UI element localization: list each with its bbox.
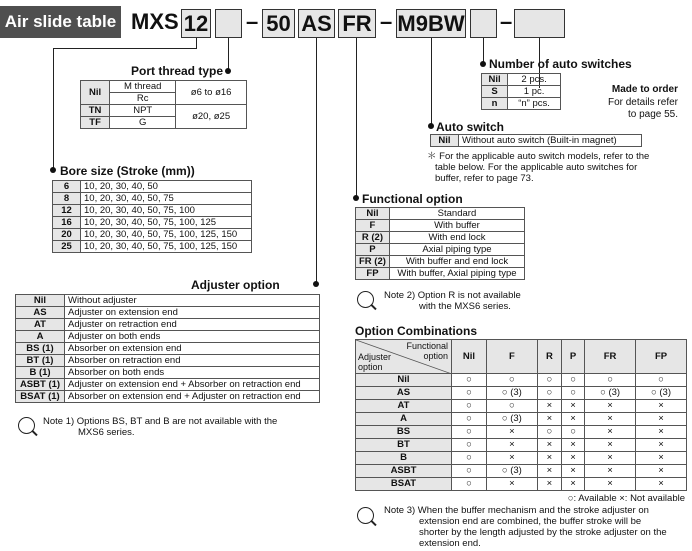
stroke-code: 50 [262,9,295,38]
table-cell [356,268,525,280]
bore-code: 12 [181,9,211,38]
connector [316,38,317,284]
combo-row: B [356,452,452,465]
table-cell: ○ (3) [486,465,537,478]
functional-desc: With buffer [389,220,524,232]
combo-row: BSAT [356,478,452,491]
table-cell: ○ [537,426,561,439]
count-desc: “n” pcs. [508,98,561,110]
table-cell [356,340,687,374]
table-cell [16,355,320,367]
table-cell: ○ [562,374,585,387]
table-cell: ○ [452,374,487,387]
section-tag: Air slide table [0,6,121,38]
table-cell [53,205,252,217]
functional-code: Nil [356,208,390,220]
table-cell [356,220,525,232]
combo-row: BS [356,426,452,439]
functional-code: FR [338,9,376,38]
port-bore: ø20, ø25 [176,105,247,129]
note-line: MXS6 series. [78,427,135,438]
corner-label: Adjuster [358,352,392,362]
table-cell: × [486,439,537,452]
note-line: shorter by the length adjusted by the stroke adjuster on the [419,527,667,538]
combo-row: ASBT [356,465,452,478]
table-cell [53,241,252,253]
table-cell [356,232,525,244]
magnifier-icon [18,417,35,434]
table-cell: × [537,439,561,452]
table-cell: ○ [562,387,585,400]
table-cell: × [585,478,636,491]
table-cell [81,81,247,93]
port-code: TF [81,117,110,129]
adjuster-desc: Adjuster on extension end + Absorber on retraction end [65,379,320,391]
table-cell [356,426,687,439]
functional-code: FR (2) [356,256,390,268]
count-desc: 1 pc. [508,86,561,98]
table-cell: × [585,452,636,465]
bore-table [52,180,252,253]
combo-table [355,339,687,491]
table-cell: ○ [452,465,487,478]
table-cell [16,295,320,307]
table-cell [53,181,252,193]
stroke-list: 10, 20, 30, 40, 50, 75, 100, 125, 150 [81,241,252,253]
table-cell: × [636,400,687,413]
adjuster-desc: Absorber on retraction end [65,355,320,367]
adjuster-code: Nil [16,295,65,307]
table-cell [482,86,561,98]
functional-desc: Axial piping type [389,244,524,256]
dot [428,123,434,129]
table-cell: ○ [636,374,687,387]
table-cell: × [636,465,687,478]
table-cell [482,74,561,86]
table-cell [356,244,525,256]
table-cell [431,135,642,147]
table-cell [356,208,525,220]
combo-col: F [486,340,537,374]
port-bore: ø6 to ø16 [176,81,247,105]
bore-code: 8 [53,193,81,205]
table-cell: ○ [486,374,537,387]
table-cell: × [636,426,687,439]
combo-col: R [537,340,561,374]
table-cell: ○ [585,374,636,387]
made-to-order [608,84,678,122]
dot [313,281,319,287]
table-cell [356,439,687,452]
table-cell: ○ (3) [486,413,537,426]
corner-label: option [358,362,383,372]
count-code: n [482,98,508,110]
table-cell: × [585,400,636,413]
port-code: TN [81,105,110,117]
table-cell [16,379,320,391]
connector [228,38,229,71]
combo-col: Nil [452,340,487,374]
autoswitch-table [430,134,642,147]
combo-legend: ○: Available ×: Not available [567,493,685,504]
adjuster-desc: Adjuster on both ends [65,331,320,343]
adjuster-code: AS [298,9,335,38]
dot [50,167,56,173]
table-cell: × [486,452,537,465]
table-cell: ○ [452,387,487,400]
table-cell: ○ (3) [486,387,537,400]
combo-corner [356,340,452,374]
note-line: extension end are combined, the buffer stroke will be [419,516,642,527]
table-cell: × [562,400,585,413]
table-cell: ○ [452,478,487,491]
table-cell [16,391,320,403]
combo-title: Option Combinations [355,324,477,338]
note-line: Note 1) Options BS, BT and B are not available with the [43,416,278,427]
port-thread: G [110,117,176,129]
bore-code: 20 [53,229,81,241]
table-cell: × [537,465,561,478]
connector [431,38,432,127]
connector [356,38,357,199]
adjuster-code: AS [16,307,65,319]
functional-code: R (2) [356,232,390,244]
table-cell: × [537,413,561,426]
dot [353,195,359,201]
table-cell: × [562,452,585,465]
adjuster-desc: Absorber on both ends [65,367,320,379]
table-cell: × [636,413,687,426]
stroke-list: 10, 20, 30, 40, 50, 75 [81,193,252,205]
adjuster-code: B (1) [16,367,65,379]
table-cell [356,478,687,491]
combo-row: BT [356,439,452,452]
table-cell [356,465,687,478]
stroke-list: 10, 20, 30, 40, 50, 75, 100 [81,205,252,217]
port-code: Nil [81,81,110,105]
corner-label: Functional [406,341,448,351]
table-cell: × [585,426,636,439]
adjuster-code: BT (1) [16,355,65,367]
autoswitch-title: Auto switch [436,120,504,134]
table-cell: ○ (3) [585,387,636,400]
count-code: S [482,86,508,98]
table-cell: ○ [452,452,487,465]
table-cell [16,331,320,343]
table-cell: × [585,413,636,426]
table-cell [356,452,687,465]
table-cell: × [537,478,561,491]
functional-note [384,290,521,312]
table-cell: ○ (3) [636,387,687,400]
functional-table [355,207,525,280]
combo-row: AS [356,387,452,400]
functional-code: FP [356,268,390,280]
table-cell: × [486,426,537,439]
mto-line: to page 55. [627,109,678,120]
note-line: buffer, refer to page 73. [435,173,534,184]
functional-desc: With buffer and end lock [389,256,524,268]
note-line: table below. For the applicable auto switches for [435,162,638,173]
made-to-order-box [514,9,565,38]
table-cell: × [537,400,561,413]
stroke-list: 10, 20, 30, 40, 50, 75, 100, 125, 150 [81,229,252,241]
connector [53,48,54,170]
table-cell: × [562,465,585,478]
note-line: with the MXS6 series. [419,301,511,312]
combo-row: AT [356,400,452,413]
table-cell [16,343,320,355]
switch-code: M9BW [397,11,465,36]
table-cell [53,193,252,205]
combo-row: A [356,413,452,426]
port-table [80,80,247,129]
adjuster-desc: Adjuster on extension end [65,307,320,319]
combo-row: Nil [356,374,452,387]
table-cell: × [486,478,537,491]
connector [53,48,197,49]
table-cell [16,307,320,319]
table-cell: × [636,478,687,491]
table-cell [356,374,687,387]
adjuster-desc: Without adjuster [65,295,320,307]
port-thread: M thread [110,81,176,93]
stroke-list: 10, 20, 30, 40, 50, 75, 100, 125 [81,217,252,229]
dash: – [380,9,393,34]
table-cell: × [537,452,561,465]
functional-desc: With buffer, Axial piping type [389,268,524,280]
table-cell: ○ [452,400,487,413]
table-cell [53,229,252,241]
table-cell [356,387,687,400]
port-title: Port thread type [131,64,224,78]
autoswitch-desc: Without auto switch (Built-in magnet) [459,135,642,147]
stroke-list: 10, 20, 30, 40, 50 [81,181,252,193]
mto-line: For details refer [607,96,678,108]
adjuster-code: BS (1) [16,343,65,355]
table-cell [482,98,561,110]
model-code: MXS [131,9,179,34]
switch-count-box [470,9,497,38]
table-cell [356,400,687,413]
table-cell: ○ [452,426,487,439]
functional-desc: With end lock [389,232,524,244]
combo-note [384,505,667,549]
autoswitch-note [427,151,649,184]
table-cell: × [562,413,585,426]
table-cell [356,256,525,268]
table-cell [81,105,247,117]
table-cell: × [585,465,636,478]
table-cell: ○ [562,426,585,439]
magnifier-icon [357,291,374,308]
table-cell: × [562,478,585,491]
bore-title: Bore size (Stroke (mm)) [60,164,195,178]
bore-code: 16 [53,217,81,229]
adjuster-table [15,294,320,403]
adjuster-desc: Absorber on extension end + Adjuster on retraction end [65,391,320,403]
note-line: Note 2) Option R is not available [384,290,521,301]
table-cell: ○ [452,413,487,426]
count-desc: 2 pcs. [508,74,561,86]
switch-count-table [481,73,561,110]
adjuster-note [43,416,277,438]
bore-code: 12 [53,205,81,217]
table-cell: × [636,452,687,465]
table-cell: × [562,439,585,452]
dot [225,68,231,74]
magnifier-icon [357,507,374,524]
adjuster-code: AT [16,319,65,331]
dot [480,61,486,67]
table-cell: × [585,439,636,452]
bore-code: 6 [53,181,81,193]
bore-code: 25 [53,241,81,253]
port-thread: Rc [110,93,176,105]
adjuster-desc: Adjuster on retraction end [65,319,320,331]
table-cell: ○ [486,400,537,413]
combo-col: FR [585,340,636,374]
functional-desc: Standard [389,208,524,220]
adjuster-code: ASBT (1) [16,379,65,391]
port-thread: NPT [110,105,176,117]
count-code: Nil [482,74,508,86]
port-code-box [215,9,242,38]
connector [196,38,197,48]
table-cell [53,217,252,229]
functional-code: F [356,220,390,232]
note-line: Note 3) When the buffer mechanism and the stroke adjuster on [384,505,649,516]
table-cell: ○ [537,387,561,400]
table-cell [16,319,320,331]
functional-title: Functional option [362,192,463,206]
corner-label: option [423,351,448,361]
mto-title: Made to order [611,84,678,95]
autoswitch-code: Nil [431,135,459,147]
dash: – [246,9,259,34]
table-cell [16,367,320,379]
table-cell: ○ [452,439,487,452]
combo-col: P [562,340,585,374]
dash: – [500,9,513,34]
table-cell: ○ [537,374,561,387]
switch-count-title: Number of auto switches [489,57,632,71]
adjuster-title: Adjuster option [191,278,280,292]
adjuster-code: A [16,331,65,343]
combo-col: FP [636,340,687,374]
functional-code: P [356,244,390,256]
table-cell: × [636,439,687,452]
adjuster-code: BSAT (1) [16,391,65,403]
note-line: ＊ For the applicable auto switch models, refer to the [427,151,650,162]
note-line: extension end. [419,538,481,549]
table-cell [356,413,687,426]
adjuster-desc: Absorber on extension end [65,343,320,355]
